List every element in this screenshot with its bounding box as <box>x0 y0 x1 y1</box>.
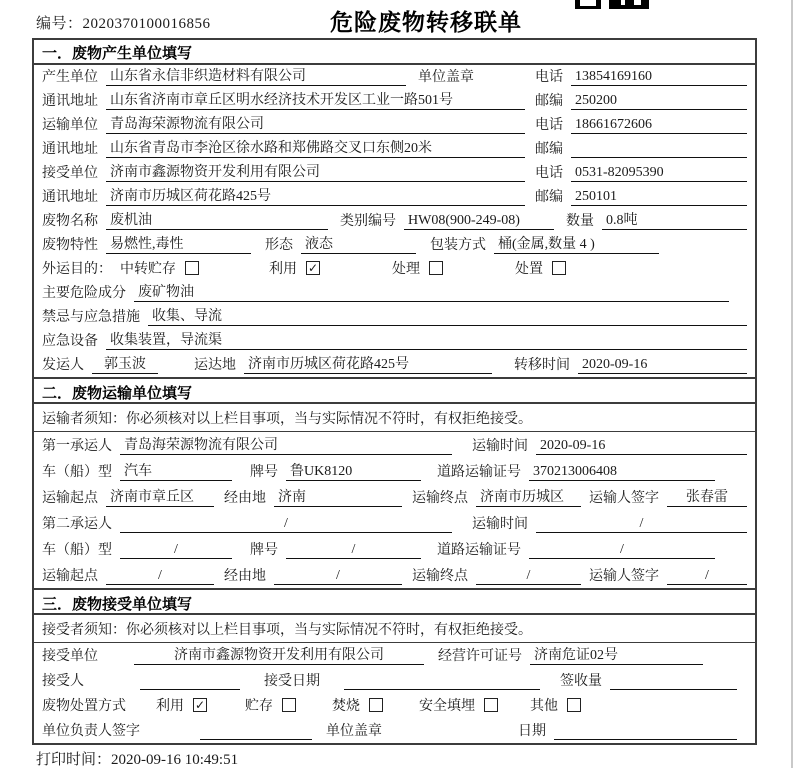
responsible-label: 单位负责人签字 <box>42 724 140 739</box>
row-route2 <box>34 562 755 588</box>
row-waste-name <box>34 209 755 233</box>
checkbox-label: 贮存 <box>245 699 273 714</box>
transport-time-label: 运输时间 <box>472 517 528 532</box>
section3-header: 三．废物接受单位填写 <box>34 588 755 615</box>
checkbox-item-landfill <box>419 695 498 715</box>
carrier1-value: 青岛海荣源物流有限公司 <box>120 434 452 455</box>
section1-header: 一．废物产生单位填写 <box>34 40 755 65</box>
row-hazard <box>34 281 755 305</box>
received-qty-value <box>610 689 737 690</box>
via-label: 经由地 <box>224 569 266 584</box>
category-value: HW08(900-249-08) <box>404 213 554 230</box>
transfer-time-label: 转移时间 <box>514 358 570 373</box>
row-acceptor <box>34 668 755 693</box>
transporter-phone-group <box>535 114 747 134</box>
transporter-zip-group <box>535 138 747 158</box>
accept-unit-label: 接受单位 <box>42 649 98 664</box>
transport-time-label: 运输时间 <box>472 439 528 454</box>
end-label: 运输终点 <box>412 491 468 506</box>
quantity-value: 0.8吨 <box>602 209 747 230</box>
doc-number-value: 2020370100016856 <box>82 16 211 32</box>
checkbox-icon <box>429 261 443 275</box>
print-time-label: 打印时间： <box>36 752 112 768</box>
vehicle-label: 车（船）型 <box>42 543 112 558</box>
received-qty-label: 签收量 <box>560 674 602 689</box>
carrier1-label: 第一承运人 <box>42 439 112 454</box>
shipper-label: 发运人 <box>42 358 84 373</box>
address-label: 通讯地址 <box>42 142 98 157</box>
measures-value: 收集、导流 <box>148 305 747 326</box>
row-waste-character <box>34 233 755 257</box>
category-label: 类别编号 <box>340 214 396 229</box>
checkbox-label: 中转贮存 <box>120 262 176 277</box>
checkbox-label: 焚烧 <box>332 699 360 714</box>
row-carrier2 <box>34 510 755 536</box>
license2-value: / <box>529 542 715 559</box>
sign-label: 运输人签字 <box>589 569 659 584</box>
page-edge-divider <box>791 0 793 768</box>
checkbox-icon <box>552 261 566 275</box>
responsible-value <box>200 739 312 740</box>
checkbox-checked-icon: ✓ <box>307 260 319 275</box>
row-producer-address <box>34 89 755 113</box>
transport-time1-value: 2020-09-16 <box>536 438 747 455</box>
zip-label: 邮编 <box>535 94 563 109</box>
receiver-value: 济南市鑫源物资开发利用有限公司 <box>106 161 525 182</box>
equipment-label: 应急设备 <box>42 334 98 349</box>
receiver-phone-group <box>535 162 747 182</box>
print-time-value: 2020-09-16 10:49:51 <box>111 752 239 768</box>
receiver-label: 接受单位 <box>42 166 98 181</box>
hazard-label: 主要危险成分 <box>42 286 126 301</box>
origin-label: 运输起点 <box>42 491 98 506</box>
checkbox-item-dispose <box>515 258 566 278</box>
end2-value: / <box>476 568 581 585</box>
destination-label: 运达地 <box>194 358 236 373</box>
via-label: 经由地 <box>224 491 266 506</box>
purpose-label: 外运目的： <box>42 262 112 277</box>
transporter-zip-value <box>571 157 747 158</box>
license-label: 道路运输证号 <box>437 465 521 480</box>
section3-notice: 接受者须知：你必须核对以上栏目事项，当与实际情况不符时，有权拒绝接受。 <box>34 615 755 643</box>
acceptor-value <box>140 689 240 690</box>
receiver-phone-value: 0531-82095390 <box>571 165 747 182</box>
row-route1 <box>34 484 755 510</box>
transporter-phone-value: 18661672606 <box>571 117 747 134</box>
section2-header: 二．废物运输单位填写 <box>34 377 755 404</box>
producer-zip-value: 250200 <box>571 93 747 110</box>
vehicle1-value: 汽车 <box>120 460 232 481</box>
acceptor-label: 接受人 <box>42 674 84 689</box>
checkbox-icon <box>185 261 199 275</box>
permit-label: 经营许可证号 <box>438 649 522 664</box>
destination-value: 济南市历城区荷花路425号 <box>244 353 492 374</box>
row-transporter-address <box>34 137 755 161</box>
producer-label: 产生单位 <box>42 70 98 85</box>
producer-value: 山东省永信非织造材料有限公司 <box>106 65 406 86</box>
checkbox-item-recycle <box>269 258 320 278</box>
waste-name-label: 废物名称 <box>42 214 98 229</box>
section2-notice: 运输者须知：你必须核对以上栏目事项，当与实际情况不符时，有权拒绝接受。 <box>34 404 755 432</box>
character-value: 易燃性,毒性 <box>106 233 251 254</box>
producer-phone-group <box>535 66 747 86</box>
zip-label: 邮编 <box>535 190 563 205</box>
manifest-form <box>32 38 757 745</box>
address-label: 通讯地址 <box>42 94 98 109</box>
row-disposal <box>34 693 755 718</box>
receiver-zip-group <box>535 186 747 206</box>
license-label: 道路运输证号 <box>437 543 521 558</box>
origin-label: 运输起点 <box>42 569 98 584</box>
sign2-value: / <box>667 568 747 585</box>
transporter-address-value: 山东省青岛市李沧区徐水路和郑佛路交叉口东侧20米 <box>106 137 525 158</box>
plate-label: 牌号 <box>250 465 278 480</box>
receiver-zip-value: 250101 <box>571 189 747 206</box>
checkbox-label: 其他 <box>530 699 558 714</box>
accept-date-label: 接受日期 <box>264 674 320 689</box>
row-receiver <box>34 161 755 185</box>
row-purpose <box>34 257 755 281</box>
doc-number <box>36 12 211 33</box>
quantity-label: 数量 <box>566 214 594 229</box>
row-measures <box>34 305 755 329</box>
row-shipper <box>34 353 755 377</box>
producer-phone-value: 13854169160 <box>571 69 747 86</box>
sign-label: 运输人签字 <box>589 491 659 506</box>
end-label: 运输终点 <box>412 569 468 584</box>
producer-address-value: 山东省济南市章丘区明水经济技术开发区工业一路501号 <box>106 89 525 110</box>
phone-label: 电话 <box>535 70 563 85</box>
carrier2-value: / <box>120 516 452 533</box>
checkbox-label: 利用 <box>156 699 184 714</box>
equipment-value: 收集装置，导流渠 <box>106 329 747 350</box>
character-label: 废物特性 <box>42 238 98 253</box>
packaging-value: 桶(金属,数量 4 ) <box>494 233 659 254</box>
address-label: 通讯地址 <box>42 190 98 205</box>
license1-value: 370213006408 <box>529 464 715 481</box>
checkbox-label: 利用 <box>269 262 297 277</box>
accept-date-value <box>344 689 540 690</box>
checkbox-item-treat <box>392 258 443 278</box>
via2-value: / <box>274 568 402 585</box>
qr-code-fragment-icon <box>573 0 653 9</box>
checkbox-item-other <box>530 695 581 715</box>
zip-label: 邮编 <box>535 142 563 157</box>
row-vehicle1 <box>34 458 755 484</box>
phone-label: 电话 <box>535 166 563 181</box>
waste-name-value: 废机油 <box>106 209 328 230</box>
transfer-time-value: 2020-09-16 <box>578 357 747 374</box>
plate-label: 牌号 <box>250 543 278 558</box>
hazard-value: 废矿物油 <box>134 281 729 302</box>
producer-zip-group <box>535 90 747 110</box>
shipper-value: 郭玉波 <box>92 353 158 374</box>
packaging-label: 包装方式 <box>430 238 486 253</box>
measures-label: 禁忌与应急措施 <box>42 310 140 325</box>
date-label: 日期 <box>518 724 546 739</box>
checkbox-label: 处置 <box>515 262 543 277</box>
vehicle2-value: / <box>120 542 232 559</box>
form-value: 液态 <box>301 233 416 254</box>
checkbox-item-incinerate <box>332 695 383 715</box>
plate1-value: 鲁UK8120 <box>286 460 421 481</box>
form-label: 形态 <box>265 238 293 253</box>
checkbox-icon <box>282 698 296 712</box>
row-equipment <box>34 329 755 353</box>
accept-unit-value: 济南市鑫源物资开发利用有限公司 <box>134 644 424 665</box>
page-title: 危险废物转移联单 <box>330 10 522 36</box>
checkbox-checked-icon: ✓ <box>194 697 206 712</box>
row-responsible <box>34 718 755 743</box>
sign1-value: 张春雷 <box>667 486 747 507</box>
unit-seal-label: 单位盖章 <box>326 724 382 739</box>
checkbox-label: 安全填埋 <box>419 699 475 714</box>
checkbox-item-recycle <box>156 695 207 715</box>
via1-value: 济南 <box>274 486 402 507</box>
permit-value: 济南危证02号 <box>530 644 703 665</box>
checkbox-label: 处理 <box>392 262 420 277</box>
transporter-value: 青岛海荣源物流有限公司 <box>106 113 525 134</box>
row-receiver-address <box>34 185 755 209</box>
date-value <box>554 739 737 740</box>
checkbox-item-transfer-storage <box>120 258 199 278</box>
transporter-label: 运输单位 <box>42 118 98 133</box>
row-vehicle2 <box>34 536 755 562</box>
row-transporter <box>34 113 755 137</box>
transport-time2-value: / <box>536 516 747 533</box>
receiver-address-value: 济南市历城区荷花路425号 <box>106 185 525 206</box>
print-time <box>36 748 238 768</box>
row-accept-unit <box>34 643 755 668</box>
plate2-value: / <box>286 542 421 559</box>
row-carrier1 <box>34 432 755 458</box>
doc-number-label: 编号： <box>36 16 83 32</box>
checkbox-icon <box>567 698 581 712</box>
checkbox-icon <box>369 698 383 712</box>
disposal-label: 废物处置方式 <box>42 699 126 714</box>
row-producer <box>34 65 755 89</box>
end1-value: 济南市历城区 <box>476 486 581 507</box>
checkbox-item-storage <box>245 695 296 715</box>
unit-seal-label: 单位盖章 <box>418 70 474 85</box>
phone-label: 电话 <box>535 118 563 133</box>
vehicle-label: 车（船）型 <box>42 465 112 480</box>
origin1-value: 济南市章丘区 <box>106 486 214 507</box>
origin2-value: / <box>106 568 214 585</box>
checkbox-icon <box>484 698 498 712</box>
carrier2-label: 第二承运人 <box>42 517 112 532</box>
